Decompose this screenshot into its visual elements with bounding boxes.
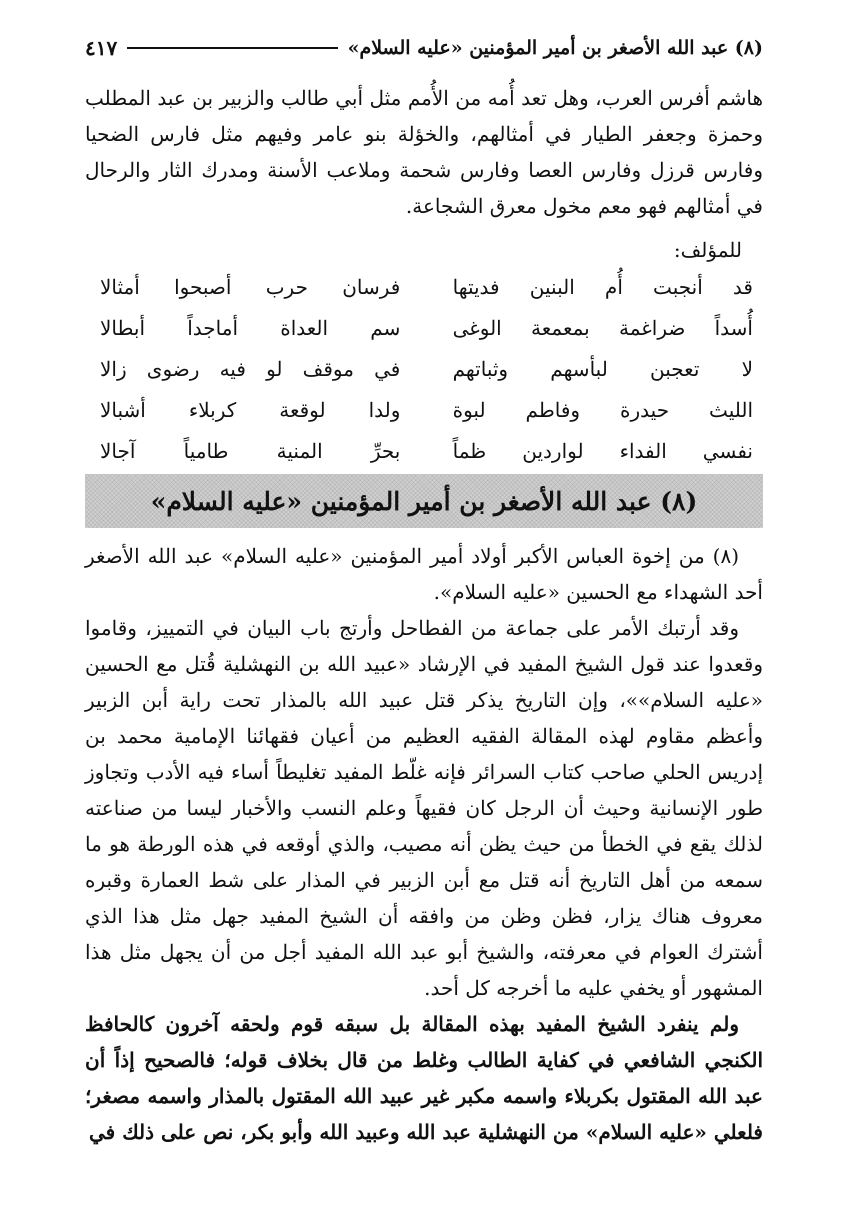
- verse-first-hemistich: نفسي الفداء لواردين ظماً: [452, 438, 753, 463]
- intro-paragraph: هاشم أفرس العرب، وهل تعد أُمه من الأُمم مثل أبي طالب والزبير بن عبد المطلب وحمزة وجعفر الطيار في أمثالهم، والخؤلة بنو عامر وفيهم مثل فارس الضحيا وفارس قرزل وفارس العصا وفارس شحمة وملاعب الأسنة ومدرك الثار والرحال في أمثالهم فهو معم مخول معرق الشجاعة.: [85, 86, 763, 218]
- verse-first-hemistich: الليث حيدرة وفاطم لبوة: [452, 397, 753, 422]
- body-paragraph: ولم ينفرد الشيخ المفيد بهذه المقالة بل سبقه قوم ولحقه آخرون كالحافظ الكنجي الشافعي في كفاية الطالب وغلط من قال بخلاف قوله؛ فالصحيح إذاً أن عبد الله المقتول بكربلاء واسمه مكبر غير عبيد الله المقتول بالمذار واسمه مصغر؛ فلعلي «عليه السلام» من النهشلية عبد الله وعبيد الله وأبو بكر، نص على ذلك في: [85, 1012, 763, 1144]
- verse-second-hemistich: سم العداة أماجداً أبطالا: [100, 315, 401, 340]
- verse-second-hemistich: ولدا لوقعة كربلاء أشبالا: [100, 397, 401, 422]
- body-paragraph: (٨) من إخوة العباس الأكبر أولاد أمير المؤمنين «عليه السلام» عبد الله الأصغر أحد الشهداء مع الحسين «عليه السلام».: [85, 544, 763, 604]
- running-header: [85, 30, 763, 66]
- section-heading: [85, 474, 763, 528]
- poem: [100, 266, 753, 471]
- body-paragraph: وقد أرتبك الأمر على جماعة من الفطاحل وأرتج باب البيان في التمييز، وقاموا وقعدوا عند قول الشيخ المفيد في الإرشاد «عبيد الله بن النهشلية قُتل مع الحسين «عليه السلام»»، وإن التاريخ يذكر قتل عبيد الله بالمذار تحت راية أبن الزبير وأعظم مقاوم لهذه المقالة الفقيه العظيم من أعيان فقهائنا الإمامية محمد بن إدريس الحلي صاحب كتاب السرائر فإنه غلّط المفيد تغليطاً أساء فيه الأدب وتجاوز طور الإنسانية وحيث أن الرجل كان فقيهاً وعلم النسب والأخبار ليسا من صناعته لذلك يقع في الخطأ من حيث يظن أنه مصيب، والذي أوقعه في هذه الورطة هو ما سمعه من أهل التاريخ أنه قتل مع أبن الزبير في المذار على شط العمارة وقبره معروف هناك يزار، فظن وظن من وافقه أن الشيخ المفيد جهل مثل هذا الذي أشترك العوام في معرفته، والشيخ أبو عبد الله المفيد أجل من أن يجهل مثل هذا المشهور أو يخفي عليه ما أخرجه كل أحد.: [85, 616, 763, 1000]
- verse-second-hemistich: فرسان حرب أصبحوا أمثالا: [100, 274, 401, 299]
- poem-verse: [100, 389, 753, 430]
- header-rule: [127, 47, 337, 49]
- running-title: (٨) عبد الله الأصغر بن أمير المؤمنين «عليه السلام»: [347, 37, 763, 59]
- author-label: للمؤلف:: [673, 238, 742, 262]
- poem-verse: [100, 348, 753, 389]
- section-heading-text: (٨) عبد الله الأصغر بن أمير المؤمنين «عليه السلام»: [150, 486, 698, 516]
- poem-verse: [100, 430, 753, 471]
- verse-first-hemistich: لا تعجبن لبأسهم وثباتهم: [452, 356, 753, 381]
- verse-second-hemistich: في موقف لو فيه رضوى زالا: [100, 356, 401, 381]
- intro-block: [85, 80, 763, 224]
- verse-first-hemistich: أُسداً ضراغمة بمعمعة الوغى: [452, 315, 753, 340]
- body-block: [85, 538, 763, 1150]
- page-number: ٤١٧: [85, 36, 118, 60]
- poem-verse: [100, 307, 753, 348]
- verse-first-hemistich: قد أنجبت أُم البنين فديتها: [452, 274, 753, 299]
- poem-verse: [100, 266, 753, 307]
- verse-second-hemistich: بحرِّ المنية طامياً آجالا: [100, 438, 401, 463]
